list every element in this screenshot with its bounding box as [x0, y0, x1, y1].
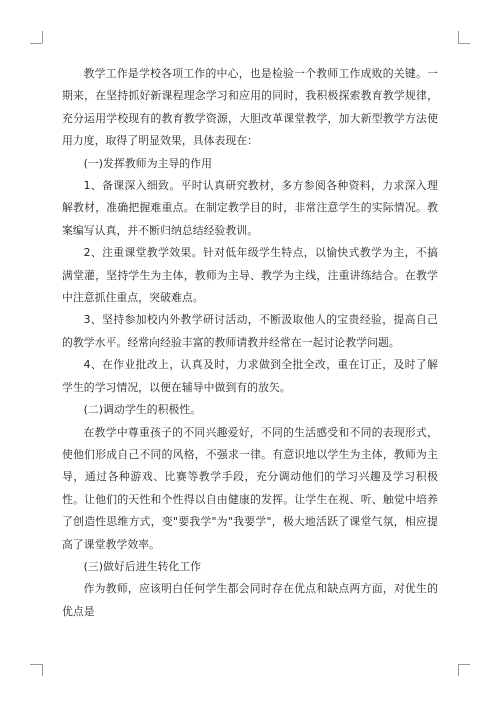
motivation-paragraph: 在教学中尊重孩子的不同兴趣爱好，不同的生活感受和不同的表现形式，使他们形成自己不同的风格，不强求一律。有意识地以学生为主体，教师为主导，通过各种游戏、比赛等教学手段，充分调动他们的学习兴趣及学习积极性。让他们的天性和个性得以自由健康的发挥。让学生在视、听、触觉中培养了创造性思维方式，变"要我学"为"我要学"，极大地活跃了课堂气氛，相应提高了课堂教学效率。 — [62, 425, 438, 551]
list-item-classroom-effect: 2、注重课堂教学效果。针对低年级学生特点，以愉快式教学为主，不搞满堂灌，坚持学生为主体，教师为主导、教学为主线，注重讲练结合。在教学中注意抓住重点，突破难点。 — [62, 246, 438, 305]
struggling-students-paragraph: 作为教师，应该明白任何学生都会同时存在优点和缺点两方面，对优生的优点是 — [62, 582, 438, 618]
list-item-seminars: 3、坚持参加校内外教学研讨活动，不断汲取他人的宝贵经验，提高自己的教学水平。经常向经验丰富的教师请教并经常在一起讨论教学问题。 — [62, 313, 438, 349]
crop-mark-top-right-h — [458, 43, 470, 44]
crop-mark-top-left-h — [30, 43, 42, 44]
crop-mark-bottom-left-h — [30, 664, 42, 665]
section-heading-teacher-role: (一)发挥教师为主导的作用 — [83, 156, 213, 170]
document-body — [62, 63, 438, 623]
crop-mark-bottom-right-h — [458, 664, 470, 665]
intro-paragraph: 教学工作是学校各项工作的中心，也是检验一个教师工作成败的关键。一期来，在坚持抓好新课程理念学习和应用的同时，我积极探索教育教学规律，充分运用学校现有的教育教学资源，大胆改革课堂教学，加大新型教学方法使用力度，取得了明显效果，具体表现在： — [62, 67, 438, 148]
section-heading-student-motivation: (二)调动学生的积极性。 — [83, 403, 202, 417]
list-item-lesson-prep: 1、备课深入细致。平时认真研究教材，多方参阅各种资料，力求深入理解教材，准确把握难重点。在制定教学目的时，非常注意学生的实际情况。教案编写认真，并不断归纳总结经验教训。 — [62, 179, 438, 237]
crop-mark-top-left-v — [42, 31, 43, 43]
section-heading-struggling-students: (三)做好后进生转化工作 — [83, 559, 202, 573]
list-item-homework: 4、在作业批改上，认真及时，力求做到全批全改，重在订正，及时了解学生的学习情况，以便在辅导中做到有的放矢。 — [62, 358, 438, 394]
crop-mark-top-right-v — [458, 31, 459, 43]
crop-mark-bottom-left-v — [42, 664, 43, 676]
crop-mark-bottom-right-v — [458, 664, 459, 676]
